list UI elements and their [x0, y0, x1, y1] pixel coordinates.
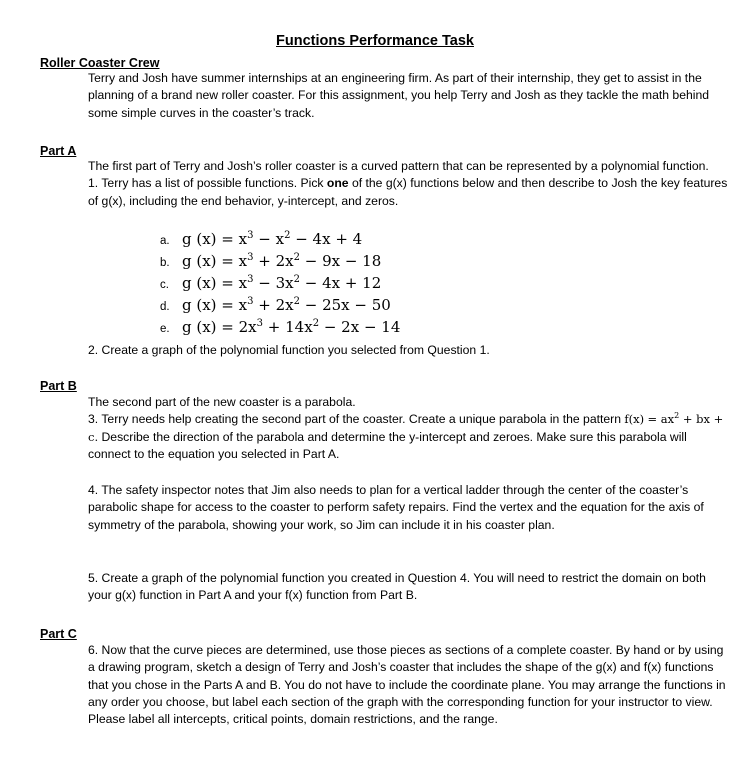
option-b [160, 253, 381, 275]
question-1: 1. Terry has a list of possible functions. Pick one of the g(x) functions below and then describe to Josh the key features of g(x), including the end behavior, y-intercept, and zeros. [88, 176, 728, 208]
question-3: 3. Terry needs help creating the second part of the coaster. Create a unique parabola in the pattern $f(x) = ax^2$ + bx + c. Describe the direction of the parabola and determine the y-intercept and zeroes. Make sure this parabola will connect to the equation you selected in Part A. [88, 411, 724, 461]
option-d [160, 297, 391, 319]
option-letter: a. [160, 235, 170, 247]
part-b-block [88, 394, 728, 463]
part-c-heading: Part C [40, 627, 77, 641]
roller-coaster-crew-heading: Roller Coaster Crew [40, 56, 160, 70]
option-e [160, 319, 400, 341]
part-b-intro-text: The second part of the new coaster is a parabola. [88, 395, 356, 409]
part-a-intro-text: The first part of Terry and Josh’s roller coaster is a curved pattern that can be represented by a polynomial function. [88, 159, 709, 173]
question-4-block [88, 482, 728, 534]
option-equation: g $(x) = x^3 - 3x^2 - 4x + 12$ [182, 274, 382, 292]
option-letter: d. [160, 301, 170, 313]
intro-text: Terry and Josh have summer internships at an engineering firm. As part of their internship, they get to assist in the planning of a brand new roller coaster. For this assignment, you help Terry and Josh as they tackle the math behind some simple curves in the coaster’s track. [88, 71, 710, 120]
option-equation: g $(x) = x^3 - x^2 - 4x + 4$ [182, 230, 363, 248]
option-a [160, 231, 362, 253]
question-2: 2. Create a graph of the polynomial function you selected from Question 1. [88, 343, 490, 357]
intro-paragraph [88, 70, 728, 122]
option-equation: g $(x) = x^3 + 2x^2 - 9x - 18$ [182, 252, 382, 270]
option-c [160, 275, 381, 297]
part-a-intro [88, 158, 728, 210]
question-4: 4. The safety inspector notes that Jim also needs to plan for a vertical ladder through the center of the coaster’s parabolic shape for access to the coaster to perform safety repairs. Find the vertex and the equation for the axis of symmetry of the parabola, showing your work, so Jim can include it in his coaster plan. [88, 483, 704, 532]
option-letter: b. [160, 257, 170, 269]
document-title: Functions Performance Task [276, 33, 474, 49]
question-5: 5. Create a graph of the polynomial function you created in Question 4. You will need to restrict the domain on both your g(x) function in Part A and your f(x) function from Part B. [88, 571, 706, 603]
option-equation: g $(x) = 2x^3 + 14x^2 - 2x - 14$ [182, 318, 401, 336]
question-6: 6. Now that the curve pieces are determined, use those pieces as sections of a complete coaster. By hand or by using a drawing program, sketch a design of Terry and Josh’s coaster that includes the shape of the g(x) and f(x) functions that you chose in the Parts A and B. You do not have to include the coordinate plane. You may arrange the functions in any order you choose, but label each section of the graph with the corresponding function for your instructor to view. Please label all intercepts, critical points, domain restrictions, and the range. [88, 643, 726, 727]
part-b-heading: Part B [40, 379, 77, 393]
question-5-block [88, 570, 728, 605]
option-letter: c. [160, 279, 169, 291]
part-a-heading: Part A [40, 144, 77, 158]
option-letter: e. [160, 323, 170, 335]
question-6-block [88, 642, 728, 728]
option-equation: g $(x) = x^3 + 2x^2 - 25x - 50$ [182, 296, 391, 314]
question-2-block [88, 342, 728, 359]
